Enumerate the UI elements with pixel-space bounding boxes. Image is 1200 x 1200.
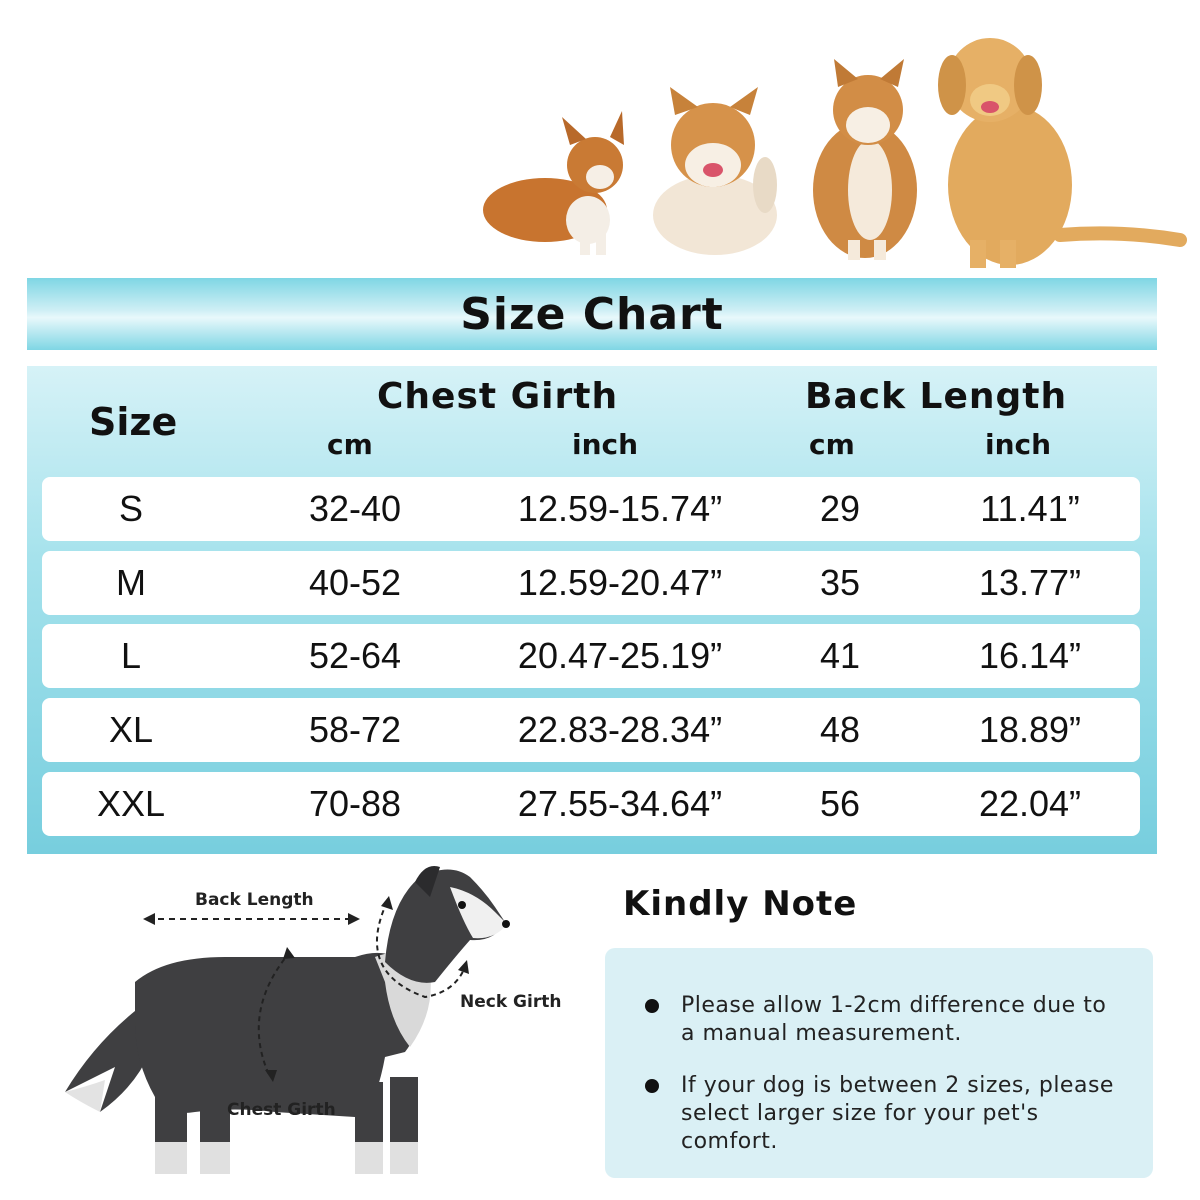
header-unit-back-cm: cm [809,428,855,461]
cell-size: S [118,488,144,529]
kindly-note-box [605,948,1153,1178]
table-row-xl [42,698,1140,762]
cell-back-inch: 22.04” [978,783,1082,824]
measurement-diagram [55,862,595,1192]
cell-back-cm: 41 [819,635,861,676]
golden-retriever-image [938,38,1180,268]
label-chest-girth: Chest Girth [227,1100,336,1120]
size-chart-title-bar [27,278,1157,350]
cell-chest-inch: 12.59-15.74” [517,488,723,529]
cell-back-cm: 29 [819,488,861,529]
table-row-l [42,624,1140,688]
table-row-m [42,551,1140,615]
header-unit-chest-cm: cm [327,428,373,461]
cell-back-inch: 16.14” [978,635,1082,676]
cell-chest-inch: 20.47-25.19” [517,635,723,676]
cell-back-inch: 18.89” [978,709,1082,750]
shiba-lying-image [653,87,777,255]
label-back-length: Back Length [195,890,314,910]
cell-back-cm: 35 [819,562,861,603]
cell-back-cm: 48 [819,709,861,750]
cell-chest-cm: 70-88 [308,783,402,824]
cell-back-inch: 13.77” [978,562,1082,603]
cell-size: L [120,635,142,676]
cell-chest-inch: 27.55-34.64” [517,783,723,824]
label-neck-girth: Neck Girth [460,992,562,1012]
bullet-icon [645,999,659,1013]
header-size: Size [89,400,178,444]
note-item [645,1072,1125,1156]
note-item [645,992,1125,1048]
cell-size: XL [108,709,154,750]
cell-chest-cm: 32-40 [308,488,402,529]
cell-size: XXL [96,783,166,824]
header-back-length: Back Length [805,376,1068,417]
table-row-s [42,477,1140,541]
note-item-text: Please allow 1-2cm difference due to a manual measurement. [681,993,1107,1046]
cell-chest-inch: 22.83-28.34” [517,709,723,750]
dogs-photo [470,15,1190,270]
cell-back-cm: 56 [819,783,861,824]
cell-chest-inch: 12.59-20.47” [517,562,723,603]
bullet-icon [645,1079,659,1093]
table-row-xxl [42,772,1140,836]
shiba-sitting-image [813,59,917,260]
corgi-dog-image [483,111,624,255]
cell-chest-cm: 40-52 [308,562,402,603]
dog-silhouette [65,866,510,1174]
header-unit-chest-inch: inch [572,428,639,461]
header-unit-back-inch: inch [985,428,1052,461]
size-chart-title: Size Chart [460,288,724,340]
cell-chest-cm: 58-72 [308,709,402,750]
back-length-arrow [143,913,360,925]
cell-size: M [116,562,146,603]
size-table [27,366,1157,854]
cell-back-inch: 11.41” [980,488,1080,529]
header-chest-girth: Chest Girth [377,376,619,417]
cell-chest-cm: 52-64 [308,635,402,676]
kindly-note-title: Kindly Note [623,884,858,924]
note-item-text: If your dog is between 2 sizes, please select larger size for your pet's comfort. [681,1073,1114,1154]
